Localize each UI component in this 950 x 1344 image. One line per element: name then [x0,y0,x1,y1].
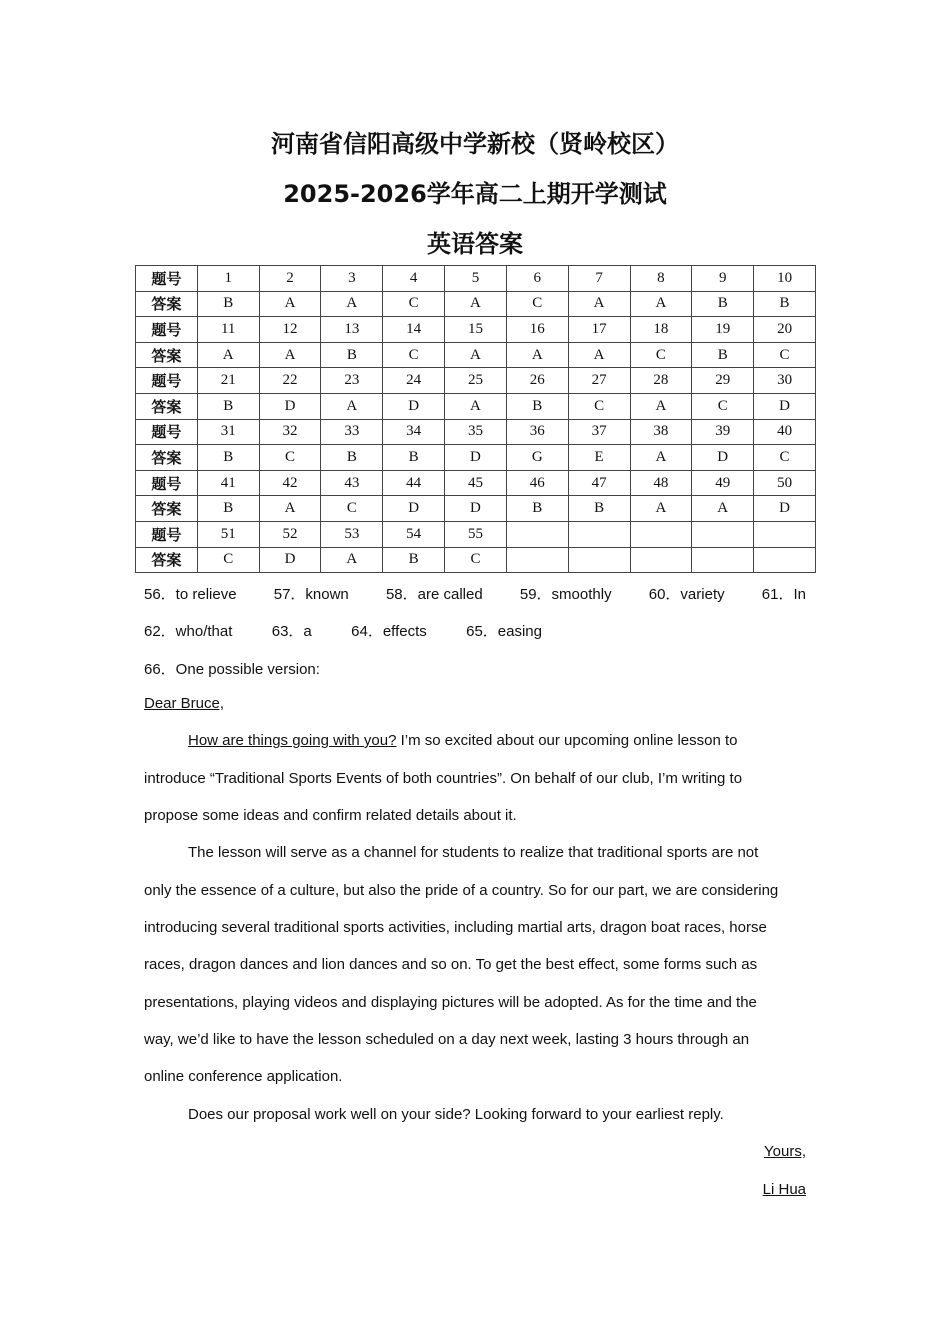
question-number-cell: 28 [630,368,692,394]
answer-cell: B [506,393,568,419]
answer-cell: D [259,393,321,419]
row-header: 答案 [136,342,198,368]
question-number-cell: 29 [692,368,754,394]
question-number-cell: 1 [197,266,259,292]
answer-cell: B [197,393,259,419]
question-number-cell: 21 [197,368,259,394]
question-number-cell: 37 [568,419,630,445]
answer-cell: D [383,496,445,522]
question-number-cell: 40 [754,419,816,445]
answer-cell: B [197,496,259,522]
paragraph-text: I’m so excited about our upcoming online lesson to [396,732,738,749]
question-row [136,521,816,547]
answer-cell: A [630,445,692,471]
question-number-cell: 47 [568,470,630,496]
question-number-cell: 31 [197,419,259,445]
question-number-cell: 25 [445,368,507,394]
question-number-cell: 46 [506,470,568,496]
answer-cell: A [630,496,692,522]
question-number-cell [630,521,692,547]
question-number-cell: 36 [506,419,568,445]
answer-cell: E [568,445,630,471]
question-number-cell: 43 [321,470,383,496]
question-number-cell: 38 [630,419,692,445]
question-row [136,419,816,445]
writing-label: 66．One possible version: [144,661,320,678]
question-number-cell: 3 [321,266,383,292]
question-number-cell: 50 [754,470,816,496]
answer-cell: C [630,342,692,368]
paragraph-1-line: propose some ideas and confirm related details about it. [144,807,517,824]
paragraph-2-line: introducing several traditional sports activities, including martial arts, dragon boat races, horse [144,919,767,936]
question-number-cell: 8 [630,266,692,292]
row-header: 题号 [136,368,198,394]
answer-table [135,265,816,573]
answer-cell: A [445,342,507,368]
question-row [136,266,816,292]
answer-cell: A [321,547,383,573]
fill-answer: 61．In [761,586,806,603]
question-number-cell: 34 [383,419,445,445]
answer-cell: C [321,496,383,522]
answer-key-title: 英语答案 [427,230,523,258]
question-number-cell: 5 [445,266,507,292]
answer-cell: A [321,393,383,419]
answer-cell: B [506,496,568,522]
answer-cell: D [754,496,816,522]
answer-cell: A [568,342,630,368]
answer-cell: D [445,496,507,522]
answer-cell: G [506,445,568,471]
question-number-cell: 19 [692,317,754,343]
fill-answer: 59．smoothly [519,586,612,603]
answer-cell [568,547,630,573]
row-header: 题号 [136,419,198,445]
answer-cell: D [259,547,321,573]
answer-cell: A [445,291,507,317]
opening-question: How are things going with you? [188,732,397,749]
fill-answer: 64．effects [351,623,427,640]
question-number-cell: 54 [383,521,445,547]
row-header: 答案 [136,291,198,317]
answer-cell: B [692,291,754,317]
question-number-cell: 18 [630,317,692,343]
question-number-cell: 52 [259,521,321,547]
answer-cell: B [692,342,754,368]
answer-cell: B [197,291,259,317]
question-number-cell: 2 [259,266,321,292]
answer-cell: C [754,445,816,471]
question-number-cell: 26 [506,368,568,394]
question-row [136,470,816,496]
paragraph-2-line: presentations, playing videos and displaying pictures will be adopted. As for the time and the [144,994,757,1011]
answer-cell [692,547,754,573]
question-number-cell: 6 [506,266,568,292]
answer-cell: C [259,445,321,471]
fill-answer: 63．a [271,623,312,640]
answer-cell: C [383,342,445,368]
greeting: Dear Bruce, [144,695,225,712]
question-number-cell: 4 [383,266,445,292]
answer-cell: A [568,291,630,317]
answer-cell: C [197,547,259,573]
question-number-cell: 45 [445,470,507,496]
question-number-cell: 42 [259,470,321,496]
row-header: 题号 [136,470,198,496]
paragraph-1-line: introduce “Traditional Sports Events of both countries”. On behalf of our club, I’m writing to [144,770,743,787]
answer-cell: D [692,445,754,471]
answer-cell: C [445,547,507,573]
question-number-cell [506,521,568,547]
question-number-cell: 32 [259,419,321,445]
answer-cell: A [259,291,321,317]
question-number-cell: 53 [321,521,383,547]
answer-cell: B [383,445,445,471]
fill-answer: 56．to relieve [144,586,237,603]
paragraph-2-line: races, dragon dances and lion dances and so on. To get the best effect, some forms such as [144,956,758,973]
answer-row [136,342,816,368]
question-number-cell: 55 [445,521,507,547]
question-number-cell: 7 [568,266,630,292]
answer-cell [506,547,568,573]
answer-cell: B [321,342,383,368]
fill-answers-row-2 [144,620,542,641]
answer-row [136,496,816,522]
row-header: 答案 [136,496,198,522]
answer-cell: A [321,291,383,317]
question-number-cell: 17 [568,317,630,343]
paragraph-2-line: online conference application. [144,1068,343,1085]
question-number-cell: 15 [445,317,507,343]
exam-title: 2025-2026学年高二上期开学测试 [283,180,667,208]
question-number-cell [754,521,816,547]
question-number-cell: 11 [197,317,259,343]
paragraph-2-line: only the essence of a culture, but also the pride of a country. So for our part, we are considering [144,882,779,899]
question-number-cell: 51 [197,521,259,547]
answer-cell: D [383,393,445,419]
question-number-cell [568,521,630,547]
question-number-cell: 48 [630,470,692,496]
question-number-cell: 13 [321,317,383,343]
question-number-cell: 44 [383,470,445,496]
question-number-cell: 12 [259,317,321,343]
answer-cell: B [383,547,445,573]
answer-row [136,393,816,419]
school-title: 河南省信阳高级中学新校（贤岭校区） [271,130,679,158]
answer-cell: C [383,291,445,317]
question-number-cell [692,521,754,547]
row-header: 题号 [136,521,198,547]
paragraph-1-line [188,732,738,749]
answer-cell: A [630,393,692,419]
answer-cell: B [568,496,630,522]
question-number-cell: 14 [383,317,445,343]
answer-cell: B [321,445,383,471]
answer-cell: C [506,291,568,317]
fill-answer: 62．who/that [144,623,233,640]
answer-cell: A [197,342,259,368]
answer-cell: A [630,291,692,317]
question-number-cell: 30 [754,368,816,394]
question-number-cell: 33 [321,419,383,445]
answer-cell [754,547,816,573]
question-number-cell: 22 [259,368,321,394]
question-row [136,317,816,343]
answer-cell: C [568,393,630,419]
fill-answer: 58．are called [385,586,483,603]
question-number-cell: 35 [445,419,507,445]
row-header: 答案 [136,547,198,573]
answer-cell [630,547,692,573]
answer-cell: D [754,393,816,419]
row-header: 答案 [136,393,198,419]
answer-cell: A [445,393,507,419]
question-number-cell: 41 [197,470,259,496]
row-header: 答案 [136,445,198,471]
answer-cell: C [692,393,754,419]
row-header: 题号 [136,266,198,292]
question-number-cell: 16 [506,317,568,343]
answer-cell: A [692,496,754,522]
answer-cell: B [754,291,816,317]
paragraph-3: Does our proposal work well on your side? Looking forward to your earliest reply. [188,1106,724,1123]
question-number-cell: 39 [692,419,754,445]
answer-row [136,291,816,317]
closing: Yours, [764,1143,806,1160]
fill-answers-row-1 [144,583,806,604]
signature: Li Hua [762,1181,806,1198]
question-number-cell: 10 [754,266,816,292]
fill-answer: 57．known [273,586,349,603]
paragraph-2-line: way, we’d like to have the lesson scheduled on a day next week, lasting 3 hours through an [144,1031,750,1048]
question-number-cell: 23 [321,368,383,394]
row-header: 题号 [136,317,198,343]
question-row [136,368,816,394]
question-number-cell: 9 [692,266,754,292]
question-number-cell: 20 [754,317,816,343]
question-number-cell: 27 [568,368,630,394]
fill-answer: 65．easing [466,623,542,640]
answer-cell: C [754,342,816,368]
answer-cell: A [259,496,321,522]
answer-cell: B [197,445,259,471]
answer-cell: A [506,342,568,368]
paragraph-2-line: The lesson will serve as a channel for students to realize that traditional sports are not [188,844,759,861]
answer-cell: A [259,342,321,368]
answer-cell: D [445,445,507,471]
answer-row [136,547,816,573]
question-number-cell: 24 [383,368,445,394]
question-number-cell: 49 [692,470,754,496]
fill-answer: 60．variety [648,586,725,603]
answer-row [136,445,816,471]
